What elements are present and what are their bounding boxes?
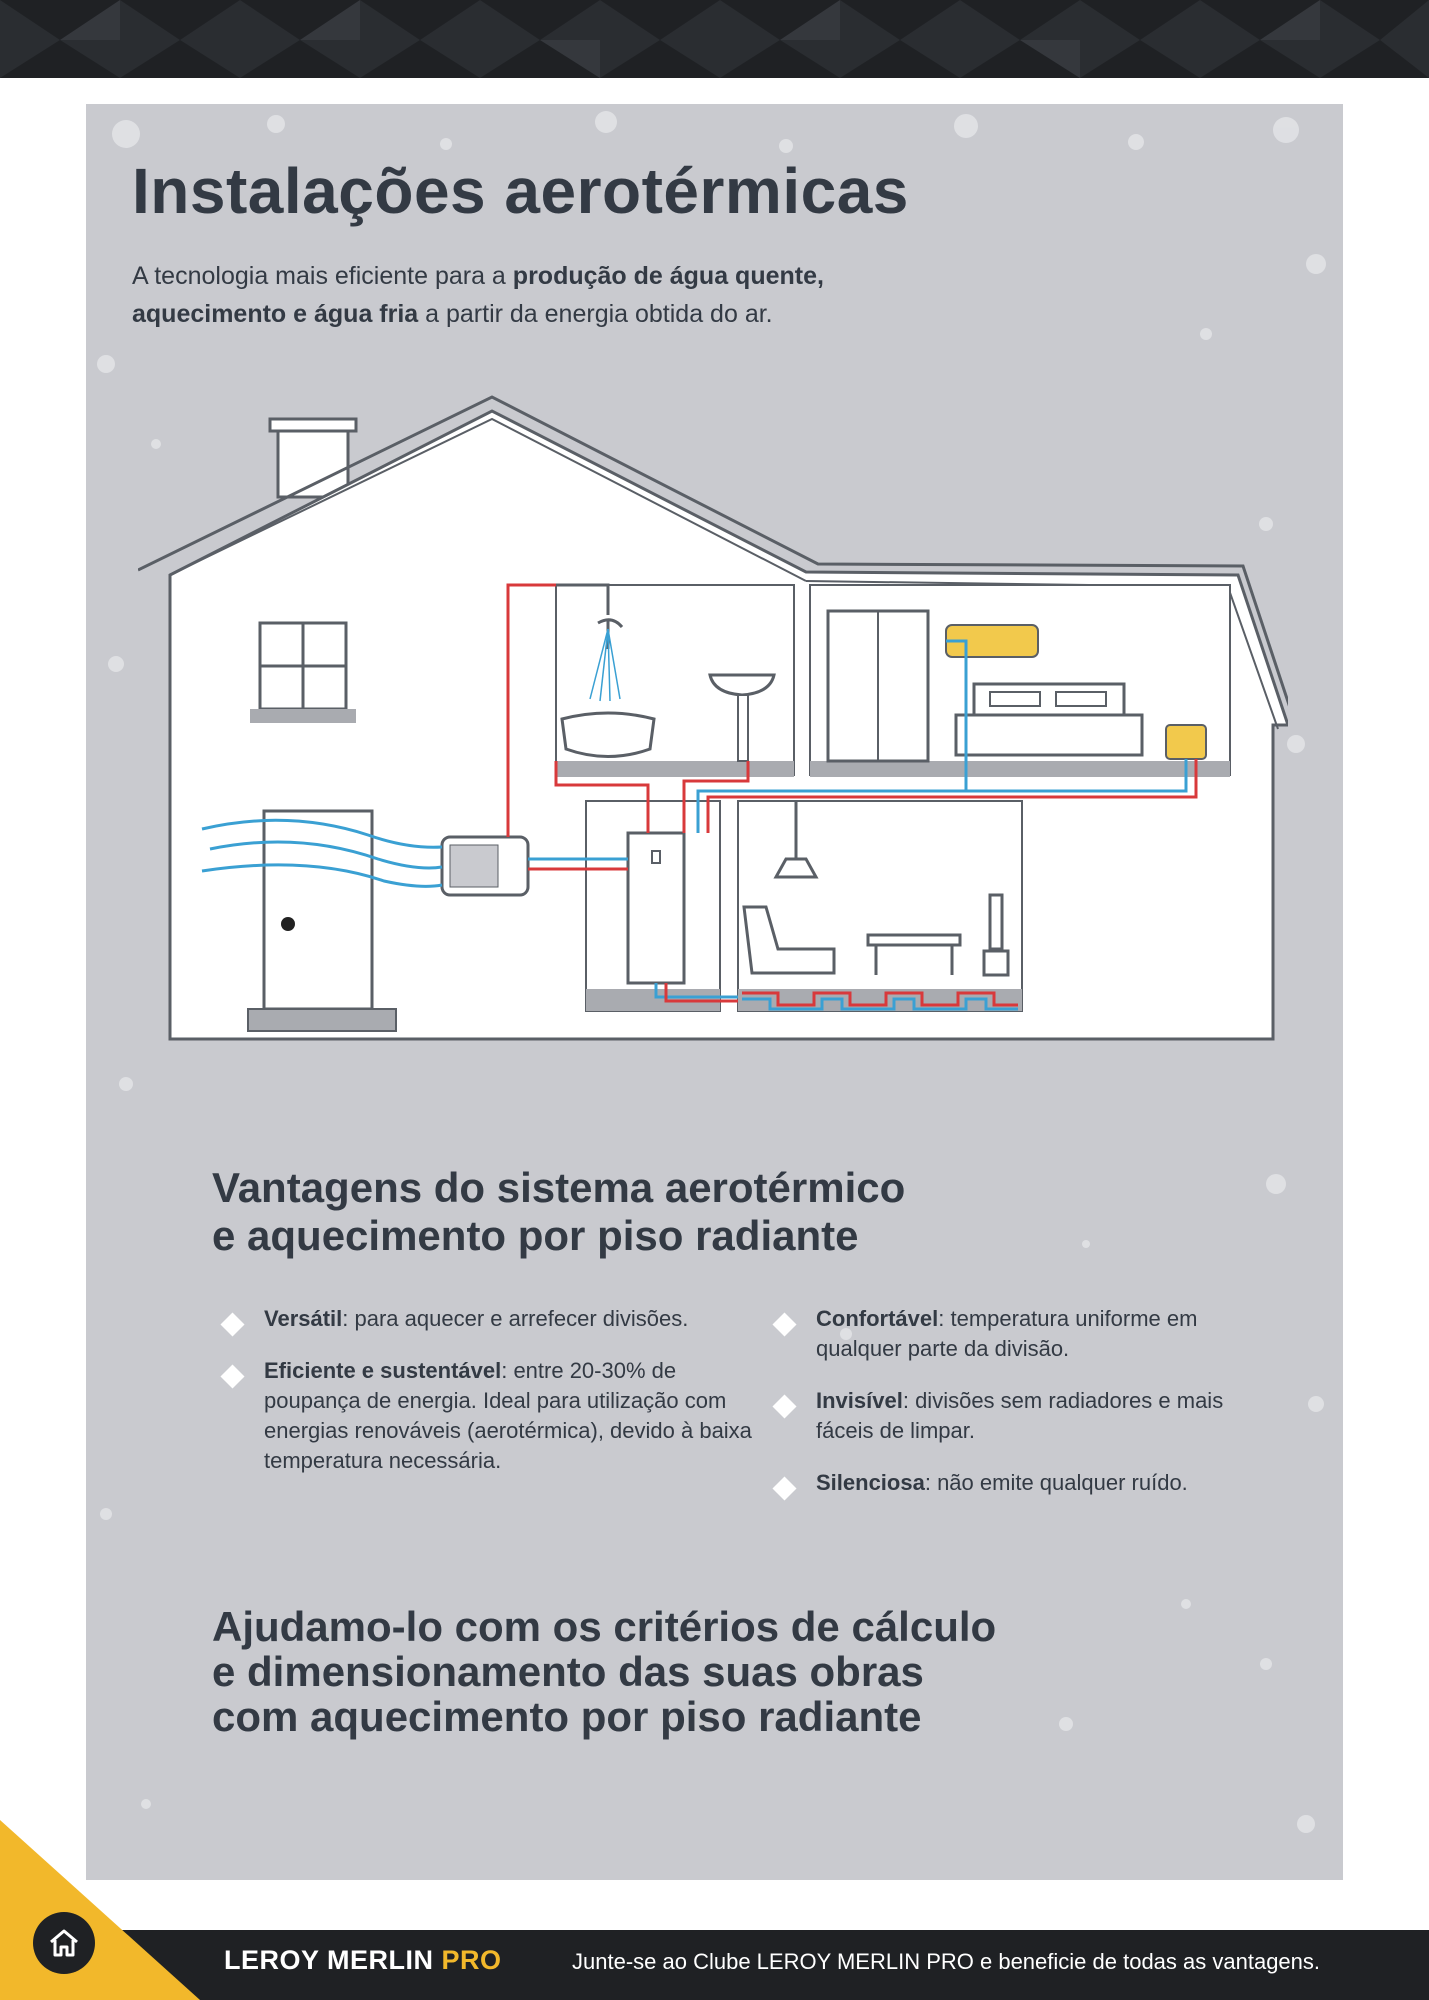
- diamond-bullet-icon: [220, 1364, 244, 1388]
- diamond-bullet-icon: [772, 1476, 796, 1500]
- advantages-title: Vantagens do sistema aerotérmico e aquecimento por piso radiante: [212, 1164, 906, 1259]
- yellow-corner-accent: [0, 1820, 240, 2000]
- advantage-item: Versátil: para aquecer e arrefecer divisões.: [212, 1304, 752, 1334]
- advantages-list-right: [764, 1304, 1234, 1520]
- chimney: [278, 427, 348, 497]
- main-panel: [86, 104, 1343, 1880]
- page-title: Instalações aerotérmicas: [132, 155, 909, 227]
- diamond-bullet-icon: [772, 1312, 796, 1336]
- thermostat: [1166, 725, 1206, 759]
- diamond-bullet-icon: [772, 1394, 796, 1418]
- living-room: [738, 801, 1022, 1011]
- help-heading: Ajudamo-lo com os critérios de cálculo e dimensionamento das suas obras com aquecimento por piso radiante: [212, 1603, 997, 1740]
- advantage-item: Silenciosa: não emite qualquer ruído.: [764, 1468, 1234, 1498]
- diamond-bullet-icon: [220, 1312, 244, 1336]
- advantage-item: Confortável: temperatura uniforme em qualquer parte da divisão.: [764, 1304, 1234, 1364]
- house-illustration: [138, 389, 1288, 1149]
- footer-tagline: Junte-se ao Clube LEROY MERLIN PRO e beneficie de todas as vantagens.: [572, 1949, 1321, 1974]
- home-button[interactable]: [33, 1912, 95, 1974]
- top-decorative-band: [0, 0, 1429, 78]
- advantages-list-left: [212, 1304, 752, 1498]
- home-icon: [47, 1926, 81, 1960]
- intro-paragraph: A tecnologia mais eficiente para a produção de água quente, aquecimento e água fria a partir da energia obtida do ar.: [132, 262, 824, 328]
- brand-logo[interactable]: LEROY MERLIN PRO: [224, 1945, 502, 1975]
- advantage-item: Eficiente e sustentável: entre 20-30% de poupança de energia. Ideal para utilização com energias renováveis (aerotérmica), devido à baixa temperatura necessária.: [212, 1356, 752, 1476]
- water-tank: [628, 833, 684, 983]
- advantage-item: Invisível: divisões sem radiadores e mais fáceis de limpar.: [764, 1386, 1234, 1446]
